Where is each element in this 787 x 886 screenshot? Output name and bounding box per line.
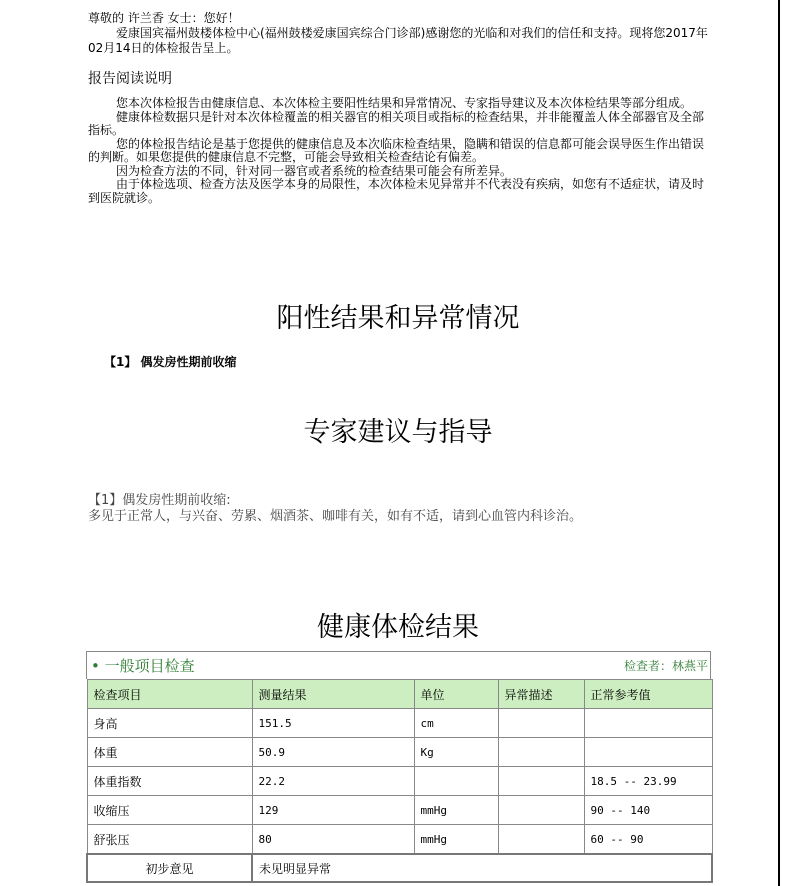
advice-block <box>88 493 728 525</box>
item-name: 体重 <box>87 738 252 767</box>
item-value: 151.5 <box>252 709 414 738</box>
table-row <box>87 738 712 767</box>
guide-paragraph: 健康体检数据只是针对本次体检覆盖的相关器官的相关项目或指标的检查结果，并非能覆盖人体全部器官及全部指标。 <box>88 109 705 137</box>
item-value: 50.9 <box>252 738 414 767</box>
item-unit: cm <box>414 709 498 738</box>
item-abnormal <box>498 767 584 796</box>
section-name: • 一般项目检查 <box>91 657 195 675</box>
conclusion-value: 未见明显异常 <box>252 854 712 882</box>
item-unit <box>414 767 498 796</box>
column-header: 正常参考值 <box>584 680 712 709</box>
column-header: 单位 <box>414 680 498 709</box>
item-name: 身高 <box>87 709 252 738</box>
guide-paragraph: 您的体检报告结论是基于您提供的健康信息及本次临床检查结果，隐瞒和错误的信息都可能会误导医生作出错误的判断。如果您提供的健康信息不完整，可能会导致相关检查结论有偏差。 <box>88 136 705 164</box>
item-unit: Kg <box>414 738 498 767</box>
item-name: 舒张压 <box>87 825 252 855</box>
salutation: 尊敬的 许兰香 女士：您好！ <box>88 11 240 25</box>
item-value: 22.2 <box>252 767 414 796</box>
item-value: 80 <box>252 825 414 855</box>
guide-paragraph: 您本次体检报告由健康信息、本次体检主要阳性结果和异常情况、专家指导建议及本次体检结果等部分组成。 <box>116 96 693 110</box>
item-reference: 60 -- 90 <box>584 825 712 855</box>
positive-item: 【1】 偶发房性期前收缩 <box>104 355 237 369</box>
results-table <box>86 679 713 883</box>
intro-text: 爱康国宾福州鼓楼体检中心(福州鼓楼爱康国宾综合门诊部)感谢您的光临和对我们的信任和支持。现将您2017年02月14日的体检报告呈上。 <box>88 26 708 55</box>
table-header-row <box>87 680 712 709</box>
item-unit: mmHg <box>414 825 498 855</box>
item-abnormal <box>498 709 584 738</box>
item-reference: 18.5 -- 23.99 <box>584 767 712 796</box>
results-table-section <box>86 651 711 883</box>
results-heading: 健康体检结果 <box>317 612 479 643</box>
guide-paragraph: 因为检查方法的不同，针对同一器官或者系统的检查结果可能会有所差异。 <box>116 163 513 178</box>
item-abnormal <box>498 796 584 825</box>
table-row <box>87 796 712 825</box>
item-value: 129 <box>252 796 414 825</box>
item-abnormal <box>498 825 584 855</box>
table-row <box>87 825 712 855</box>
item-abnormal <box>498 738 584 767</box>
examiner: 检查者：林燕平 <box>623 659 708 673</box>
greeting <box>88 11 713 56</box>
item-unit: mmHg <box>414 796 498 825</box>
item-name: 体重指数 <box>87 767 252 796</box>
positive-results-heading: 阳性结果和异常情况 <box>276 303 520 334</box>
conclusion-row <box>87 854 712 882</box>
section-header <box>86 651 711 679</box>
item-reference <box>584 738 712 767</box>
item-reference <box>584 709 712 738</box>
column-header: 检查项目 <box>87 680 252 709</box>
item-reference: 90 -- 140 <box>584 796 712 825</box>
column-header: 异常描述 <box>498 680 584 709</box>
expert-advice-heading: 专家建议与指导 <box>303 417 493 448</box>
reading-guide <box>88 97 708 205</box>
advice-item-text: 多见于正常人，与兴奋、劳累、烟酒茶、咖啡有关，如有不适，请到心血管内科诊治。 <box>88 509 583 524</box>
guide-paragraph: 由于体检选项、检查方法及医学本身的局限性，本次体检未见异常并不代表没有疾病，如您有不适症状，请及时到医院就诊。 <box>88 177 705 205</box>
conclusion-label: 初步意见 <box>87 854 252 882</box>
advice-item-title: 【1】偶发房性期前收缩: <box>88 493 231 508</box>
table-row <box>87 767 712 796</box>
table-row <box>87 709 712 738</box>
reading-guide-title: 报告阅读说明 <box>88 71 172 87</box>
item-name: 收缩压 <box>87 796 252 825</box>
column-header: 测量结果 <box>252 680 414 709</box>
scrollbar[interactable] <box>780 0 787 886</box>
